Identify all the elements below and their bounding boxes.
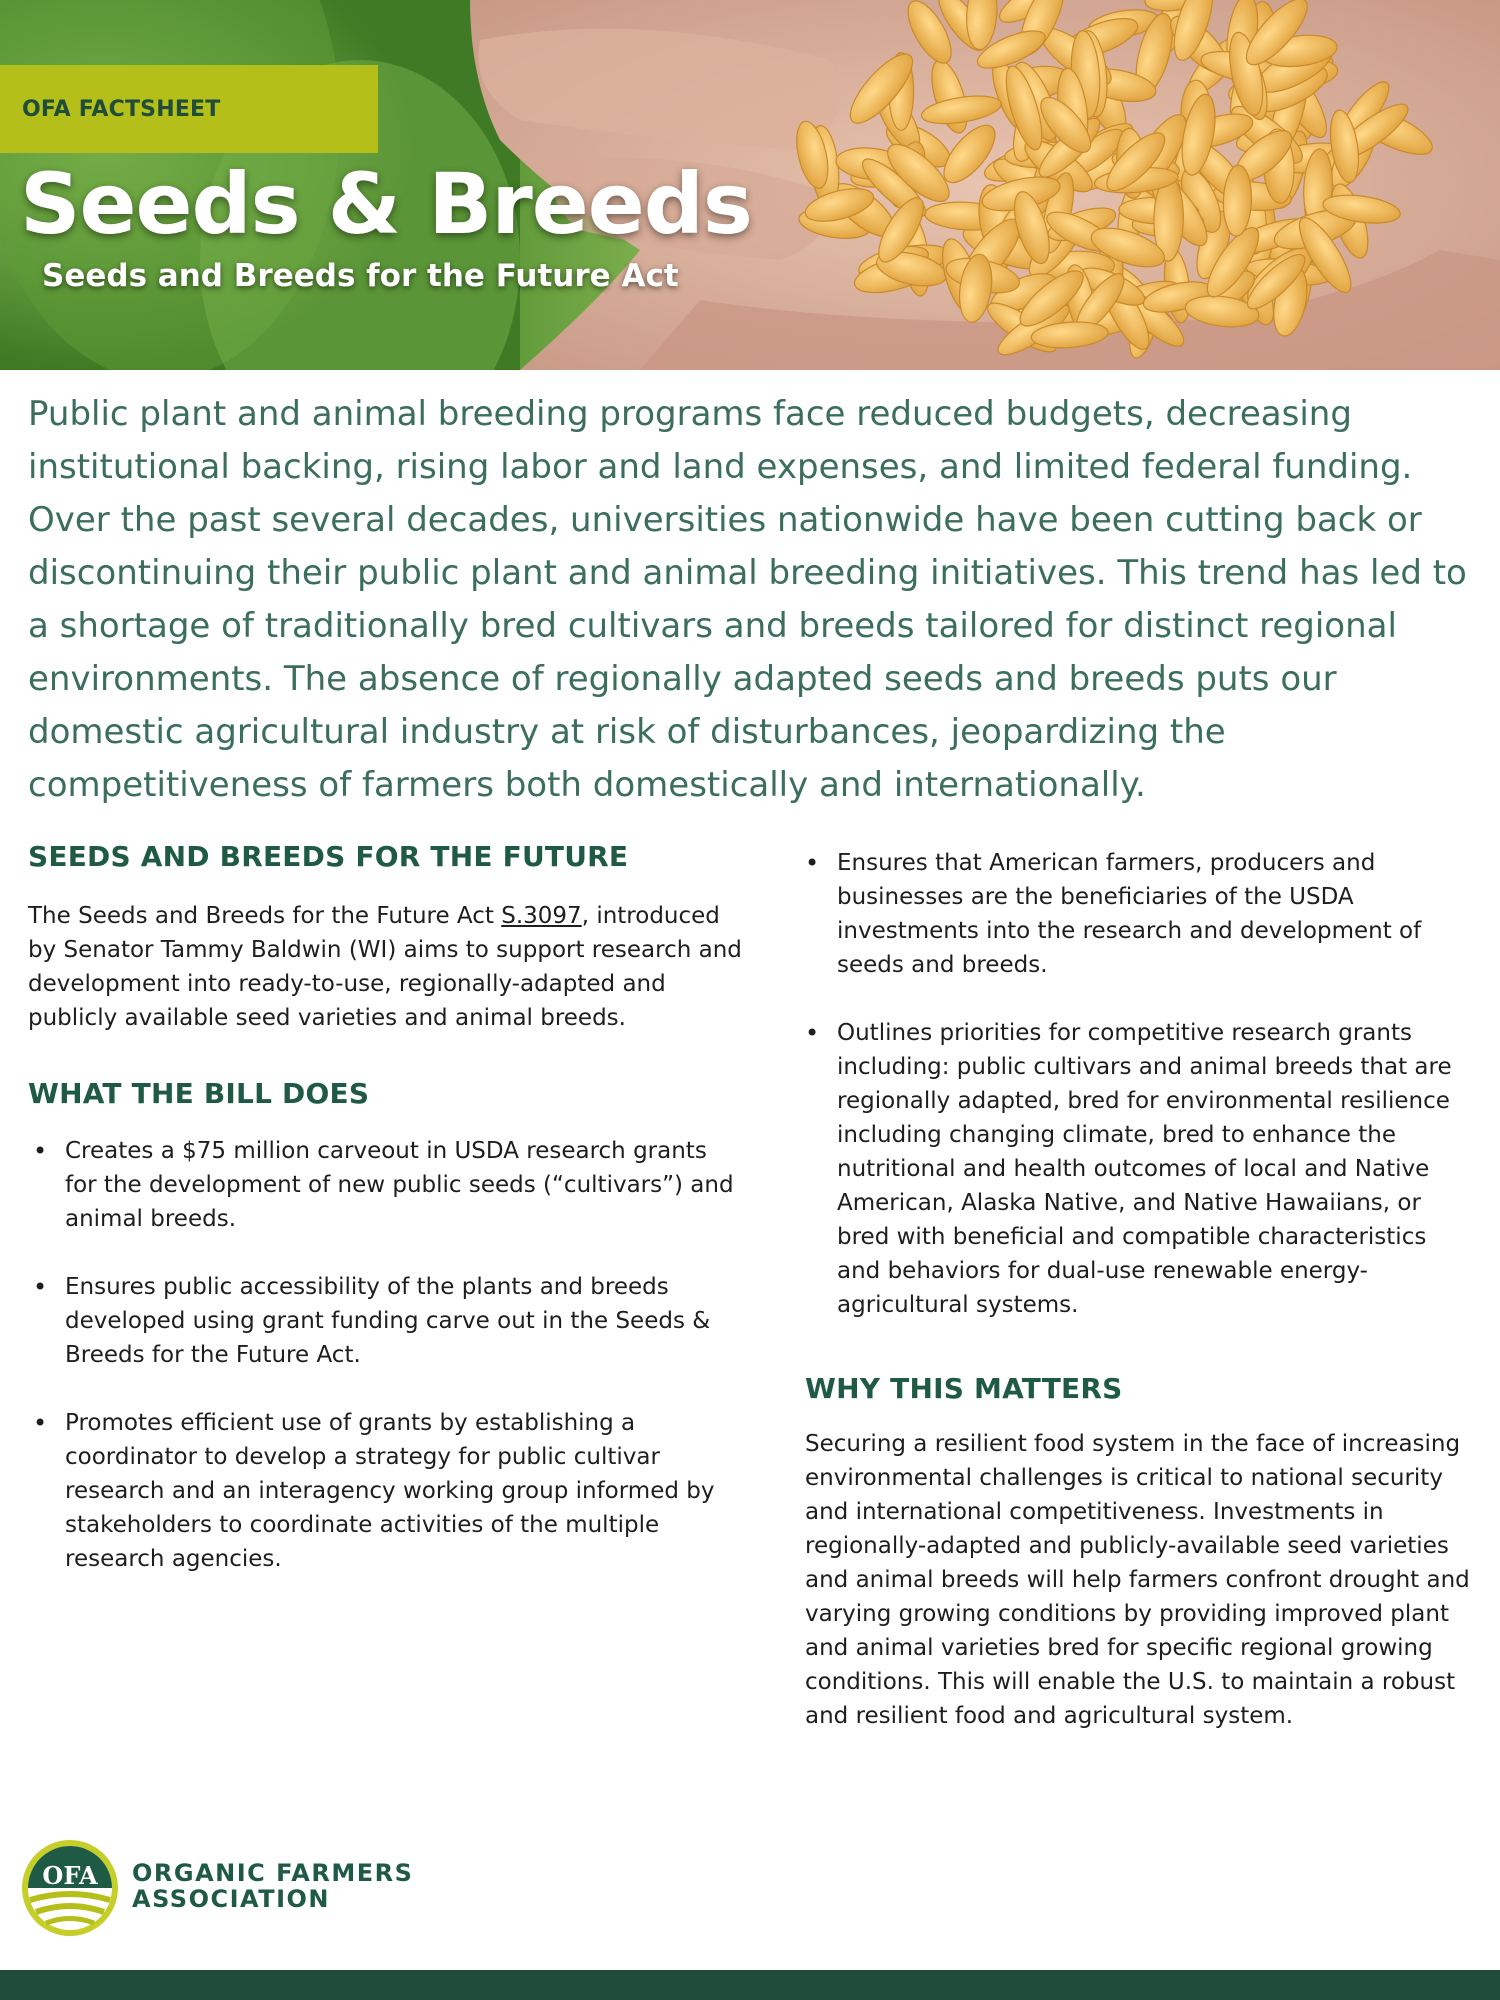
act-text-after: , introduced by Senator Tammy Baldwin (WI) aims to support research and development into ready-to-use, regionally-adapted and publicly available seed varieties and animal breeds. — [28, 903, 742, 1031]
factsheet-tag — [0, 65, 378, 153]
org-name — [132, 1860, 413, 1912]
right-column — [805, 846, 1475, 1733]
list-item: • Ensures public accessibility of the plants and breeds developed using grant funding carve out in the Seeds & Breeds for the Future Act. — [28, 1270, 743, 1372]
list-item: • Ensures that American farmers, producers and businesses are the beneficiaries of the USDA investments into the research and development of seeds and breeds. — [800, 846, 1475, 982]
act-text-before: The Seeds and Breeds for the Future Act — [28, 903, 502, 929]
list-item: • Outlines priorities for competitive research grants including: public cultivars and animal breeds that are regionally adapted, bred for environmental resilience including changing climate, bred to enhance the nutritional and health outcomes of local and Native American, Alaska Native, and Native Hawaiians, or bred with beneficial and compatible characteristics and behaviors for dual-use renewable energy-agricultural systems. — [800, 1016, 1475, 1322]
bill-actions-list-continued — [800, 846, 1475, 1322]
org-name-line2: ASSOCIATION — [132, 1885, 331, 1913]
left-column — [28, 840, 743, 1576]
hero-banner — [0, 0, 1500, 370]
ofa-logo-icon — [20, 1838, 120, 1938]
list-item: • Promotes efficient use of grants by establishing a coordinator to develop a strategy for public cultivar research and an interagency working group informed by stakeholders to coordinate activities of the multiple research agencies. — [28, 1406, 743, 1576]
org-name-line1: ORGANIC FARMERS — [132, 1859, 414, 1887]
list-item: • Creates a $75 million carveout in USDA research grants for the development of new public seeds (“cultivars”) and animal breeds. — [28, 1134, 743, 1236]
section-heading-seeds-breeds: SEEDS AND BREEDS FOR THE FUTURE — [28, 840, 629, 873]
logo-text: OFA — [42, 1861, 98, 1890]
section-heading-what-bill-does: WHAT THE BILL DOES — [28, 1077, 370, 1110]
section-why-matters-text: Securing a resilient food system in the face of increasing environmental challenges is critical to national security and international competitiveness. Investments in regionally-adapted and publicly-available seed varieties and animal breeds will help farmers confront drought and varying growing conditions by providing improved plant and animal varieties bred for specific regional growing conditions. This will enable the U.S. to maintain a robust and resilient food and agricultural system. — [805, 1431, 1470, 1729]
section-seeds-breeds-text — [28, 899, 743, 1035]
page-title: Seeds & Breeds — [20, 155, 752, 253]
footer-bar — [0, 1970, 1500, 2000]
page-subtitle: Seeds and Breeds for the Future Act — [42, 258, 679, 294]
factsheet-tag-label: OFA FACTSHEET — [22, 96, 221, 122]
bill-actions-list — [28, 1134, 743, 1576]
intro-paragraph: Public plant and animal breeding programs face reduced budgets, decreasing institutional backing, rising labor and land expenses, and limited federal funding. Over the past several decades, universities nationwide have been cutting back or discontinuing their public plant and animal breeding initiatives. This trend has led to a shortage of traditionally bred cultivars and breeds tailored for distinct regional environments. The absence of regionally adapted seeds and breeds puts our domestic agricultural industry at risk of disturbances, jeopardizing the competitiveness of farmers both domestically and internationally. — [28, 394, 1467, 805]
section-heading-why-matters: WHY THIS MATTERS — [805, 1372, 1123, 1405]
bill-link-s3097[interactable]: S.3097 — [501, 903, 582, 929]
